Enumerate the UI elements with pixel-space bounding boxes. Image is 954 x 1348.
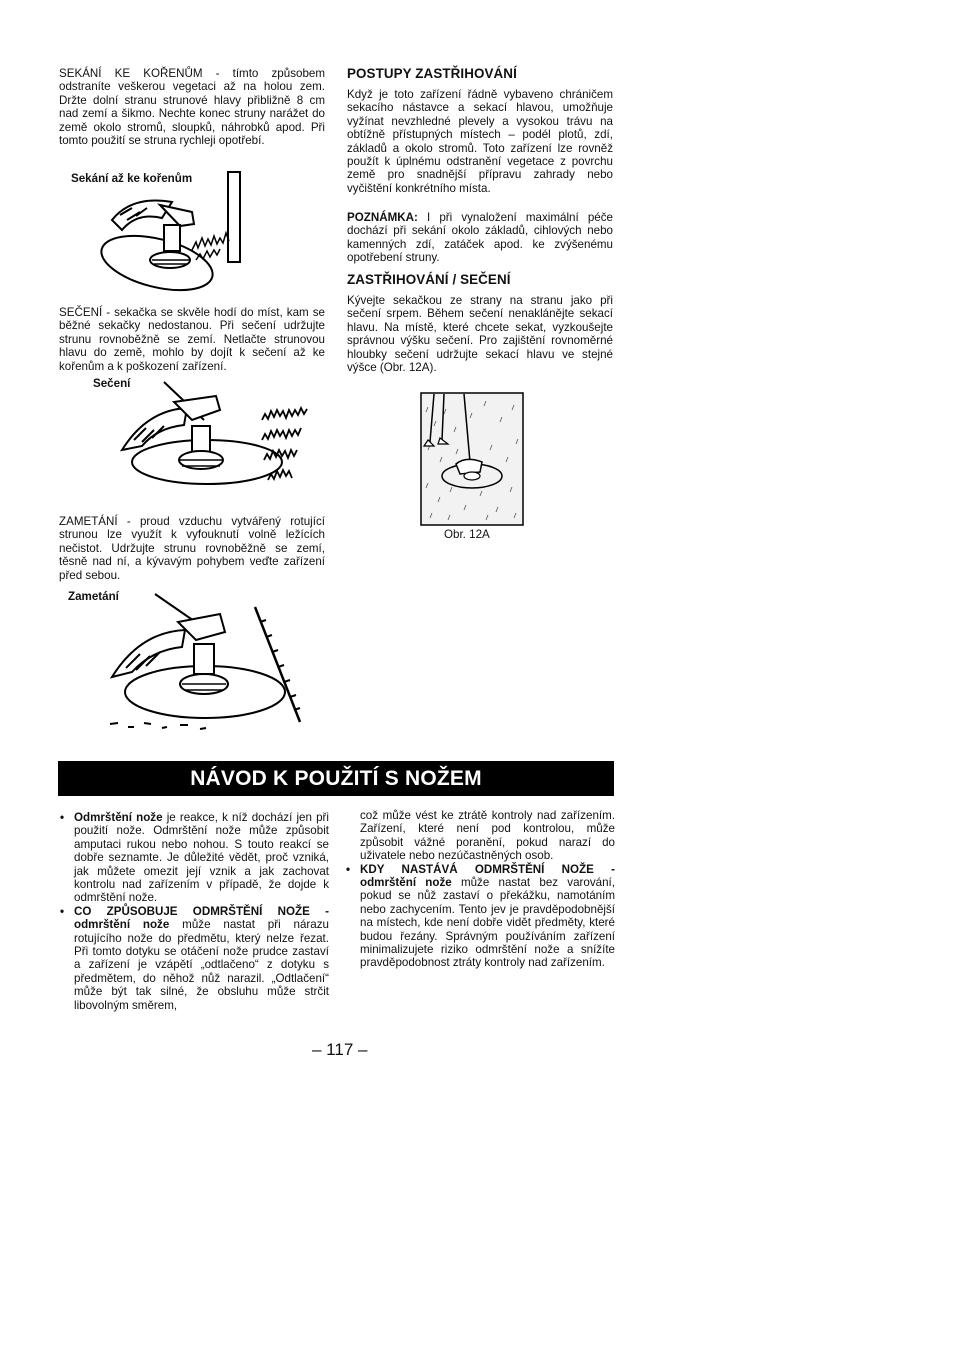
scalping-caption: Sekání až ke kořenům <box>71 172 193 185</box>
kickback-when-item <box>344 863 615 970</box>
kickback-when-text: může nastat bez varování, pokud se nůž zastaví o překážku, namotáním nebo zachycením. Tento jev je pravděpodobnější na místech, kde není dobře vidět předměty, které budou řezány. Správným používáním zařízení minimalizujete riziko odmrštění nože a snížíte pravděpodobnost ztráty kontroly nad zařízením. <box>360 876 615 970</box>
note-label: POZNÁMKA: <box>347 211 418 224</box>
page-number: – 117 – <box>312 1040 368 1059</box>
note-paragraph <box>347 211 613 265</box>
trimming-mowing-heading: ZASTŘIHOVÁNÍ / SEČENÍ <box>347 272 511 287</box>
bullet: • <box>60 811 65 824</box>
trimming-mowing-paragraph: Kývejte sekačkou ze strany na stranu jako při sečení srpem. Během sečení nenaklánějte sekací hlavu. Na místě, které chcete sekat, vyzkoušejte správnou výšku sečení. Pro zajištění rovnoměrné hloubky sečení udržujte sekací hlavu ve stejné výšce (Obr. 12A). <box>347 294 613 375</box>
kickback-definition-bold: Odmrštění nože <box>74 811 163 824</box>
trimming-procedures-heading: POSTUPY ZASTŘIHOVÁNÍ <box>347 66 517 81</box>
kickback-cause-bold: CO ZPŮSOBUJE ODMRŠTĚNÍ NOŽE - odmrštění nože <box>74 904 329 932</box>
kickback-right-column <box>344 809 615 970</box>
cutting-caption: Sečení <box>93 377 131 390</box>
kickback-when-bold: KDY NASTÁVÁ ODMRŠTĚNÍ NOŽE - odmrštění nože <box>360 862 615 890</box>
kickback-definition-text: je reakce, k níž dochází jen při použití nože. Odmrštění nože může způsobit amputaci rukou nebo nohou. S touto reakcí se dobře seznamte. Je důležité vědět, proč vzniká, jak můžete omezit její vznik a jak zachovat kontrolu nad zařízením v případě, že dojde k odmrštění nože. <box>74 811 329 905</box>
kickback-cause-item <box>58 905 329 1012</box>
figure-12a-caption: Obr. 12A <box>444 528 490 541</box>
trimming-procedures-paragraph: Když je toto zařízení řádně vybaveno chráničem sekacího nástavce a sekací hlavou, umožňuje vyžínat nevzhledné plevely a vysokou trávu na obtížně přístupných místech – podél plotů, zdí, základů a okolo stromů. Toto zařízení lze rovněž použít k úplnému odstranění vegetace z povrchu země pro snadnější přípravu zahrady nebo vyčištění konkrétního místa. <box>347 88 613 195</box>
kickback-cause-text: může nastat při nárazu rotujícího nože do předmětu, který nelze řezat. Při tomto dotyku se otáčení nože prudce zastaví a zařízení je vzápětí „odtlačeno“ z dotyku s předmětem, do něhož nůž narazil. „Odtlačení“ může být tak silné, že obsluhu může strčit libovolným směrem, <box>74 918 329 1012</box>
kickback-left-column <box>58 811 329 1012</box>
scalping-paragraph: SEKÁNÍ KE KOŘENŮM - tímto způsobem odstraníte veškerou vegetaci až na holou zem. Držte dolní stranu strunové hlavy přibližně 8 cm nad zemí a šikmo. Nechte konec struny narážet do země okolo stromů, sloupků, náhrobků apod. Při tomto použití se struna rychleji opotřebí. <box>59 67 325 148</box>
sweeping-paragraph: ZAMETÁNÍ - proud vzduchu vytvářený rotující strunou lze využít k vyfouknutí volně ležících nečistot. Udržujte strunu rovnoběžně se zemí, těsně nad ní, a kývavým pohybem veďte zařízení před sebou. <box>59 515 325 582</box>
kickback-cause-continuation: což může vést ke ztrátě kontroly nad zařízením. Zařízení, které není pod kontrolou, může způsobit vážné poranění, pokud narazí do uživatele nebo nezúčastněných osob. <box>360 809 615 863</box>
blade-instructions-banner: NÁVOD K POUŽITÍ S NOŽEM <box>58 761 614 796</box>
figure-12a-illustration <box>420 392 524 526</box>
scalping-illustration <box>92 170 262 298</box>
cutting-paragraph: SEČENÍ - sekačka se skvěle hodí do míst, kam se běžné sekačky nedostanou. Při sečení udržujte strunu rovnoběžně se zemí. Netlačte strunovou hlavu do země, mohlo by dojít k sečení až ke kořenům a k poškození zařízení. <box>59 306 325 373</box>
cutting-illustration <box>112 380 322 494</box>
sweeping-illustration <box>100 592 315 740</box>
bullet: • <box>346 862 351 876</box>
kickback-definition-item <box>58 811 329 905</box>
sweeping-caption: Zametání <box>68 590 119 603</box>
note-text: I při vynaložení maximální péče dochází při sekání okolo základů, cihlových nebo kamenných zdí, zatáček apod. ke zvýšenému opotřebení struny. <box>347 211 613 265</box>
bullet: • <box>60 904 65 918</box>
